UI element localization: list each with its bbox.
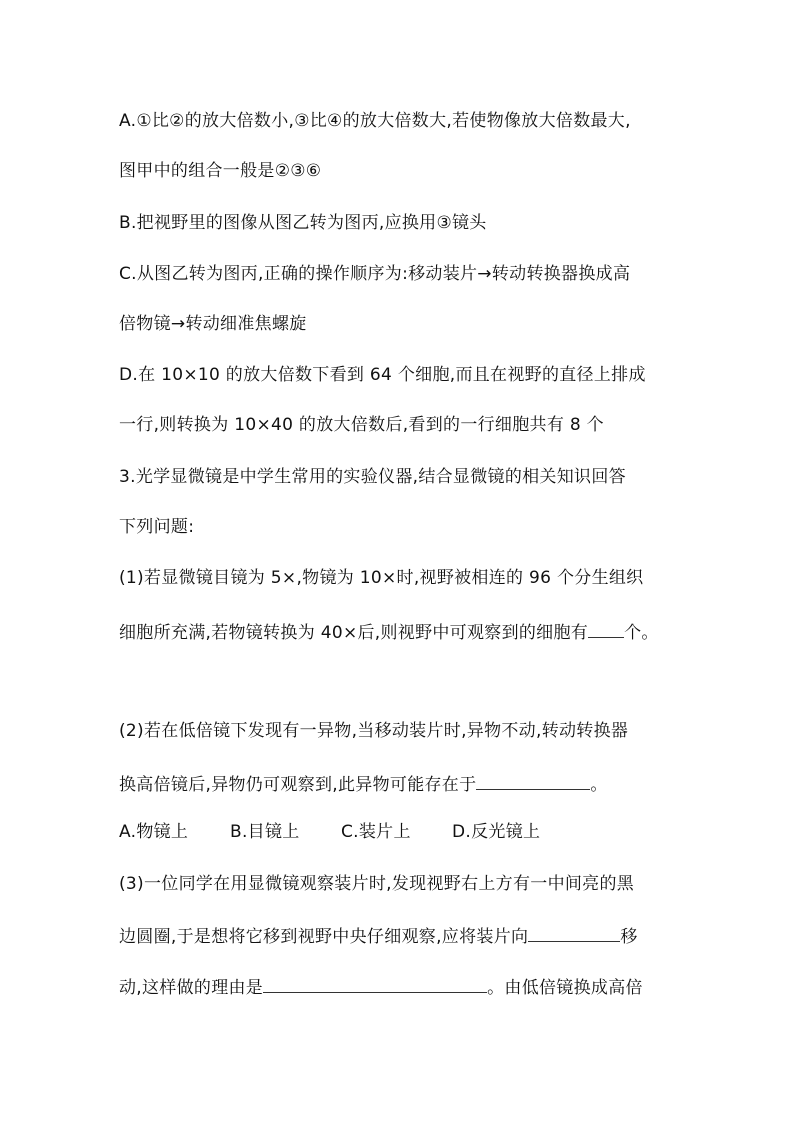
question-3-stem-line-1: 3.光学显微镜是中学生常用的实验仪器,结合显微镜的相关知识回答 xyxy=(119,467,626,487)
sub-question-2-end: 。 xyxy=(590,775,608,795)
sub-question-2-text: 换高倍镜后,异物仍可观察到,此异物可能存在于 xyxy=(119,775,477,795)
choice-c: C.装片上 xyxy=(341,822,411,842)
option-d-line-1: D.在 10×10 的放大倍数下看到 64 个细胞,而且在视野的直径上排成 xyxy=(119,365,646,385)
answer-blank-4[interactable] xyxy=(263,974,487,993)
sub-question-3-direction-end: 移 xyxy=(620,927,638,947)
sub-question-1-line-1: (1)若显微镜目镜为 5×,物镜为 10×时,视野被相连的 96 个分生组织 xyxy=(119,568,644,588)
sub-question-3-line-1: (3)一位同学在用显微镜观察装片时,发现视野右上方有一中间亮的黑 xyxy=(119,874,635,894)
sub-question-3-reason-text: 动,这样做的理由是 xyxy=(119,978,264,998)
option-a-line-2: 图甲中的组合一般是②③⑥ xyxy=(119,161,322,181)
option-c-line-1: C.从图乙转为图丙,正确的操作顺序为:移动装片→转动转换器换成高 xyxy=(119,264,631,284)
option-b-line: B.把视野里的图像从图乙转为图丙,应换用③镜头 xyxy=(119,213,487,233)
option-d-line-2: 一行,则转换为 10×40 的放大倍数后,看到的一行细胞共有 8 个 xyxy=(119,415,604,435)
choice-a: A.物镜上 xyxy=(119,822,189,842)
choice-d: D.反光镜上 xyxy=(452,822,541,842)
sub-question-2-options xyxy=(119,821,540,843)
option-a-line-1: A.①比②的放大倍数小,③比④的放大倍数大,若使物像放大倍数最大, xyxy=(119,111,631,131)
answer-blank-2[interactable] xyxy=(476,771,590,790)
sub-question-1-line-2 xyxy=(119,619,659,644)
sub-question-3-text: 边圆圈,于是想将它移到视野中央仔细观察,应将装片向 xyxy=(119,927,529,947)
sub-question-1-text: 细胞所充满,若物镜转换为 40×后,则视野中可观察到的细胞有 xyxy=(119,623,589,643)
choice-b: B.目镜上 xyxy=(230,822,300,842)
answer-blank-3[interactable] xyxy=(528,923,620,942)
option-c-line-2: 倍物镜→转动细准焦螺旋 xyxy=(119,314,307,334)
sub-question-2-line-2 xyxy=(119,771,608,796)
sub-question-3-line-2 xyxy=(119,923,638,948)
sub-question-3-line-3 xyxy=(119,974,643,999)
answer-blank-1[interactable] xyxy=(588,619,624,638)
sub-question-2-line-1: (2)若在低倍镜下发现有一异物,当移动装片时,异物不动,转动转换器 xyxy=(119,721,629,741)
sub-question-1-end: 个。 xyxy=(624,623,659,643)
question-3-stem-line-2: 下列问题: xyxy=(119,517,195,537)
sub-question-3-continuation: 。由低倍镜换成高倍 xyxy=(487,978,643,998)
